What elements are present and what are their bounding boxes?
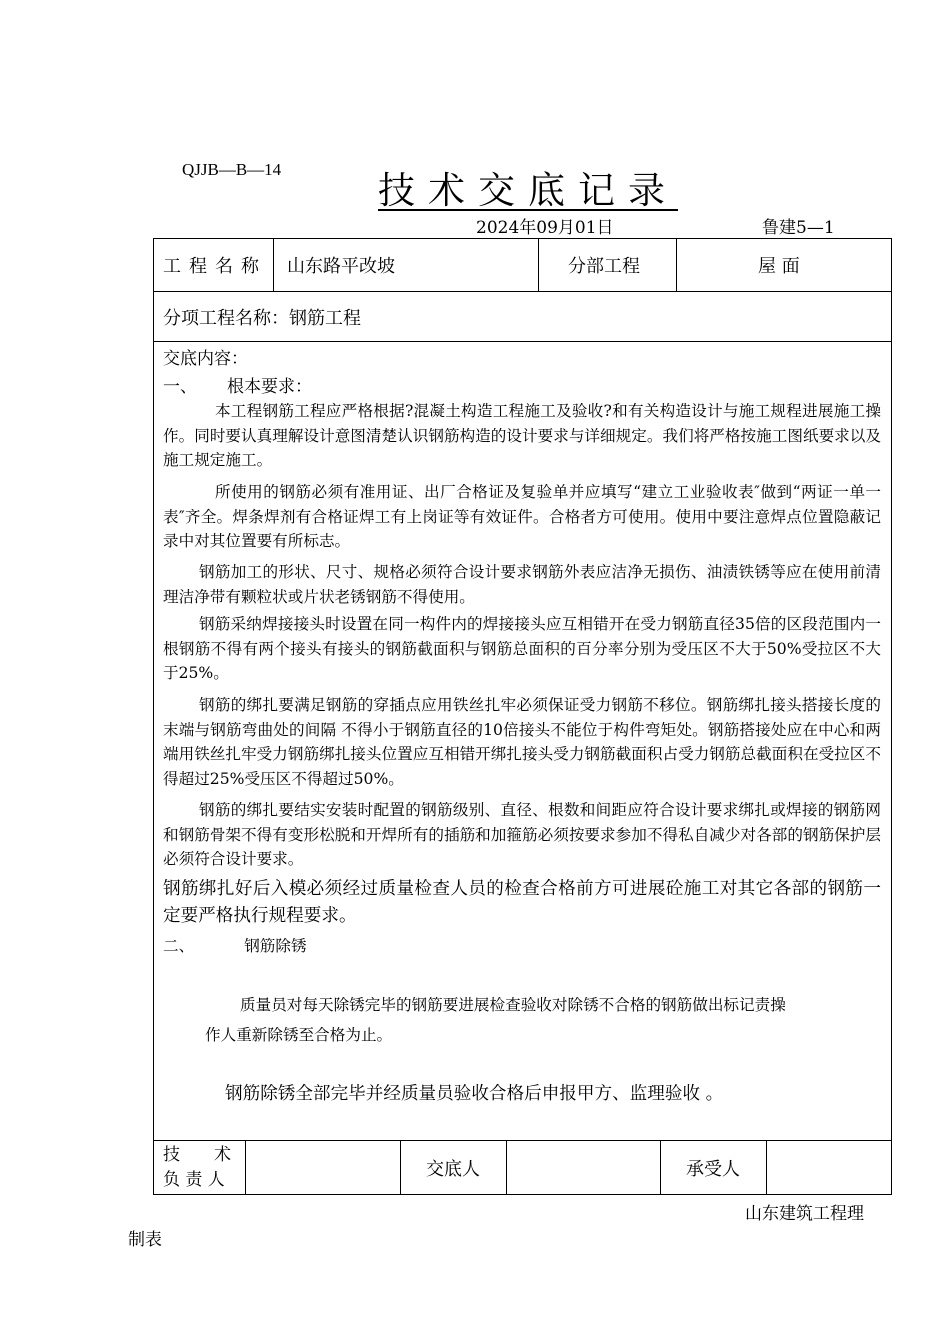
division-value: 屋 面 <box>758 256 800 277</box>
paragraph-2: 所使用的钢筋必须有准用证、出厂合格证及复验单并应填写“建立工业验收表″做到“两证一单一表″齐全。焊条焊剂有合格证焊工有上岗证等有效证件。合格者方可使用。使用中要注意焊点位置隐蔽记录中对其位置要有所标志。 <box>163 483 881 550</box>
subitem-label: 分项工程名称： <box>163 307 289 329</box>
paragraph-8-line-2: 作人重新除锈至合格为止。 <box>205 1026 393 1044</box>
paragraph-8-line-1: 质量员对每天除锈完毕的钢筋要进展检查验收对除锈不合格的钢筋做出标记责操 <box>240 996 786 1014</box>
footer-tabulated: 制表 <box>128 1230 162 1250</box>
form-code: QJJB—B—14 <box>182 160 282 179</box>
tech-lead-signature <box>246 1141 400 1195</box>
paragraph-3: 钢筋加工的形状、尺寸、规格必须符合设计要求钢筋外表应洁净无损伤、油渍铁锈等应在使用前清理洁净带有颗粒状或片状老锈钢筋不得使用。 <box>163 563 881 606</box>
division-label: 分部工程 <box>568 256 640 277</box>
subitem-value: 钢筋工程 <box>289 307 361 329</box>
paragraph-5: 钢筋的绑扎要满足钢筋的穿插点应用铁丝扎牢必须保证受力钢筋不移位。钢筋绑扎接头搭接长度的末端与钢筋弯曲处的间隔 不得小于钢筋直径的10倍接头不能位于构件弯矩处。钢筋搭接处应在中心和两端用铁丝扎牢受力钢筋绑扎接头位置应互相错开绑扎接头受力钢筋截面积占受力钢筋总截面积在受拉区不得超过25%受压区不得超过50%。 <box>163 696 881 788</box>
handover-person-label: 交底人 <box>426 1158 480 1180</box>
form-number: 鲁建5—1 <box>762 218 835 238</box>
document-date: 2024年09月01日 <box>476 218 614 238</box>
subitem-row <box>163 292 361 341</box>
paragraph-7: 钢筋绑扎好后入模必须经过质量检查人员的检查合格前方可进展砼施工对其它各部的钢筋一定要严格执行规程要求。 <box>163 879 881 926</box>
footer-organization: 山东建筑工程理 <box>745 1204 864 1224</box>
tech-lead-label: 技 术 负 责 人 <box>163 1145 231 1190</box>
content-label: 交底内容： <box>163 349 248 369</box>
document-title: 技术交底记录 <box>378 169 678 212</box>
section2-number: 二、 <box>163 937 195 955</box>
section2-title: 钢筋除锈 <box>244 937 307 955</box>
paragraph-4: 钢筋采纳焊接接头时设置在同一构件内的焊接接头应互相错开在受力钢筋直径35倍的区段范围内一根钢筋不得有两个接头有接头的钢筋截面积与钢筋总面积的百分率分别为受压区不大于50%受拉区不大于25%。 <box>163 615 881 682</box>
receiver-signature <box>767 1141 891 1195</box>
receiver-label: 承受人 <box>686 1158 740 1180</box>
section2-heading <box>163 934 307 956</box>
project-name-value: 山东路平改坡 <box>287 256 395 277</box>
paragraph-9: 钢筋除锈全部完毕并经质量员验收合格后申报甲方、监理验收 。 <box>225 1084 724 1104</box>
section1-title: 根本要求： <box>227 377 312 397</box>
paragraph-1: 本工程钢筋工程应严格根据?混凝土构造工程施工及验收?和有关构造设计与施工规程进展施工操作。同时要认真理解设计意图清楚认识钢筋构造的设计要求与详细规定。我们将严格按施工图纸要求以及施工规定施工。 <box>163 402 881 469</box>
handover-person-signature <box>507 1141 660 1195</box>
paragraph-6: 钢筋的绑扎要结实安装时配置的钢筋级别、直径、根数和间距应符合设计要求绑扎或焊接的钢筋网和钢筋骨架不得有变形松脱和开焊所有的插筋和加箍筋必须按要求参加不得私自减少对各部的钢筋保护层必须符合设计要求。 <box>163 801 881 868</box>
section1-heading <box>163 372 312 397</box>
project-name-label: 工程名称 <box>163 256 267 277</box>
section1-number: 一、 <box>163 377 197 397</box>
